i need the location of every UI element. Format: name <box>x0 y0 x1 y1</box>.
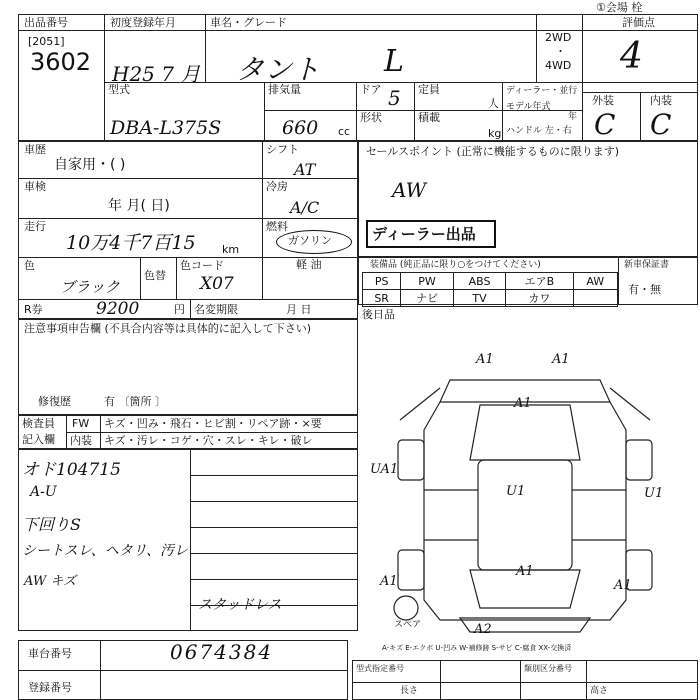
height-label: 高さ <box>590 686 609 696</box>
inspector-row2-items: キズ・汚レ・コゲ・穴・スレ・キレ・破レ <box>104 434 313 447</box>
note-2: A-U <box>30 484 57 500</box>
drive-dot: ・ <box>555 45 566 58</box>
capacity-unit: 人 <box>488 97 499 110</box>
inspector-row2-cat: 内装 <box>70 434 92 447</box>
color-label: 色 <box>24 259 35 272</box>
ac-value: A/C <box>290 198 320 217</box>
equipment-row-2 <box>363 290 618 307</box>
first-reg-value: H25 7 月 <box>112 62 201 86</box>
note-4: シートスレ、ヘタリ、汚レ <box>22 543 189 559</box>
class-label: 類別区分番号 <box>524 664 572 673</box>
note-3: 下回りS <box>22 515 81 534</box>
equip-item: エアB <box>506 273 573 290</box>
equipment-label: 装備品 (純正品に限り○をつけてください) <box>370 260 541 270</box>
dealer-label: ディーラー・並行 <box>506 86 578 96</box>
inspection-value: 年 月( 日) <box>108 198 170 214</box>
fuel-value: ガソリン <box>288 234 332 247</box>
inspector-row1-cat: FW <box>72 417 90 430</box>
model-label: 型式 <box>108 83 130 96</box>
note-1: オド104715 <box>22 460 121 480</box>
color-code-value: X07 <box>200 274 234 294</box>
note-6: スタッドレス <box>198 597 282 613</box>
color-code-label: 色コード <box>180 259 224 272</box>
interior-label: 内装 <box>650 94 672 107</box>
mileage-value: 10万4千7百15 <box>66 232 196 254</box>
sales-handwritten: AW <box>392 178 427 202</box>
mark-8: A1 <box>516 564 534 579</box>
name-value: タント <box>236 53 321 86</box>
reg-label: 登録番号 <box>28 681 72 694</box>
fuel-alt: 軽 油 <box>296 258 322 271</box>
fuel-label: 燃料 <box>266 220 288 233</box>
model-year-unit: 年 <box>568 112 578 122</box>
mark-1: A1 <box>476 352 494 367</box>
score-value: 4 <box>620 36 643 77</box>
inspector-label-1: 検査員 <box>22 417 55 430</box>
stamp-text: ディーラー出品 <box>372 225 476 243</box>
reg-expiry-label: 名変期限 <box>194 303 238 316</box>
door-value: 5 <box>388 86 401 110</box>
mark-9: A1 <box>614 578 632 593</box>
mileage-unit: km <box>222 243 240 256</box>
door-label: ドア <box>360 83 382 96</box>
exterior-value: C <box>594 108 616 141</box>
equip-item: ABS <box>453 273 505 290</box>
lot-number: 3602 <box>30 48 92 76</box>
name-label: 車名・グレード <box>210 16 287 29</box>
recycle-unit: 円 <box>174 303 185 316</box>
equip-item: PS <box>363 273 401 290</box>
note-5: AW キズ <box>24 574 77 589</box>
drive-2wd: 2WD <box>545 31 572 44</box>
lot-label: 出品番号 <box>24 16 68 29</box>
inspector-label-2: 記入欄 <box>22 433 55 446</box>
equipment-grid <box>362 272 618 307</box>
load-unit: kg <box>488 127 502 140</box>
repair-value: 有 〔箇所 〕 <box>104 395 166 408</box>
score-label: 評価点 <box>622 16 655 29</box>
mark-5: U1 <box>506 484 526 499</box>
mileage-label: 走行 <box>24 220 46 233</box>
drive-4wd: 4WD <box>545 59 572 72</box>
model-value: DBA-L375S <box>110 117 222 139</box>
warranty-label: 新車保証書 <box>624 260 670 270</box>
handle-label: ハンドル 左・右 <box>506 126 572 136</box>
recycle-value: 9200 <box>96 299 140 319</box>
mark-10: A2 <box>474 622 492 637</box>
reg-expiry-value: 月 日 <box>286 303 312 316</box>
form-label: 型式指定番号 <box>356 664 404 673</box>
sales-label: セールスポイント (正常に機能するものに限ります) <box>366 145 620 158</box>
shift-label: シフト <box>266 143 299 156</box>
first-reg-label: 初度登録年月 <box>110 16 176 29</box>
spare-label: スペア <box>394 620 422 630</box>
model-year-label: モデル年式 <box>506 102 551 112</box>
inspector-row1-items: キズ・凹み・飛石・ヒビ割・リペア跡・×要 <box>104 417 322 430</box>
mark-6: U1 <box>644 486 664 501</box>
load-label: 積載 <box>418 111 440 124</box>
recycle-label: R券 <box>24 303 43 316</box>
mark-7: A1 <box>380 574 398 589</box>
color-value: ブラック <box>60 278 120 296</box>
notes-label: 注意事項申告欄 (不具合内容等は具体的に記入して下さい) <box>24 322 312 335</box>
length-label: 長さ <box>400 686 419 696</box>
venue-label: ①会場 栓 <box>596 1 643 14</box>
equip-item <box>573 290 617 307</box>
grade-value: L <box>384 44 404 79</box>
plate-label: 車台番号 <box>28 647 72 660</box>
exterior-label: 外装 <box>592 94 614 107</box>
mark-4: UA1 <box>370 462 399 477</box>
cc-label: 排気量 <box>268 83 301 96</box>
equip-item: PW <box>401 273 454 290</box>
equip-item: カワ <box>506 290 573 307</box>
equipment-row-1 <box>363 273 618 290</box>
capacity-label: 定員 <box>418 83 440 96</box>
usage-label: 車歴 <box>24 143 46 156</box>
repair-label: 修復歴 <box>38 395 71 408</box>
mark-3: A1 <box>514 396 532 411</box>
interior-value: C <box>650 108 672 141</box>
inspection-label: 車検 <box>24 180 46 193</box>
usage-value: 自家用・( ) <box>54 157 126 173</box>
lot-code: [2051] <box>28 35 65 48</box>
shift-value: AT <box>294 160 316 179</box>
equip-item: TV <box>453 290 505 307</box>
shape-label: 形状 <box>360 111 382 124</box>
after-label: 後日品 <box>362 308 395 321</box>
ac-label: 冷房 <box>266 180 288 193</box>
color-change-label: 色替 <box>144 269 166 282</box>
cc-value: 660 <box>282 117 319 139</box>
warranty-value: 有・無 <box>628 283 661 296</box>
plate-value: 0674384 <box>170 640 274 664</box>
equip-item: ナビ <box>401 290 454 307</box>
diagram-legend: A-キズ E-エクボ U-凹み W-補修跡 S-サビ C-腐食 XX-交換済 <box>382 644 572 652</box>
equip-item: SR <box>363 290 401 307</box>
cc-unit: cc <box>338 125 351 138</box>
equip-item: AW <box>573 273 617 290</box>
mark-2: A1 <box>552 352 570 367</box>
